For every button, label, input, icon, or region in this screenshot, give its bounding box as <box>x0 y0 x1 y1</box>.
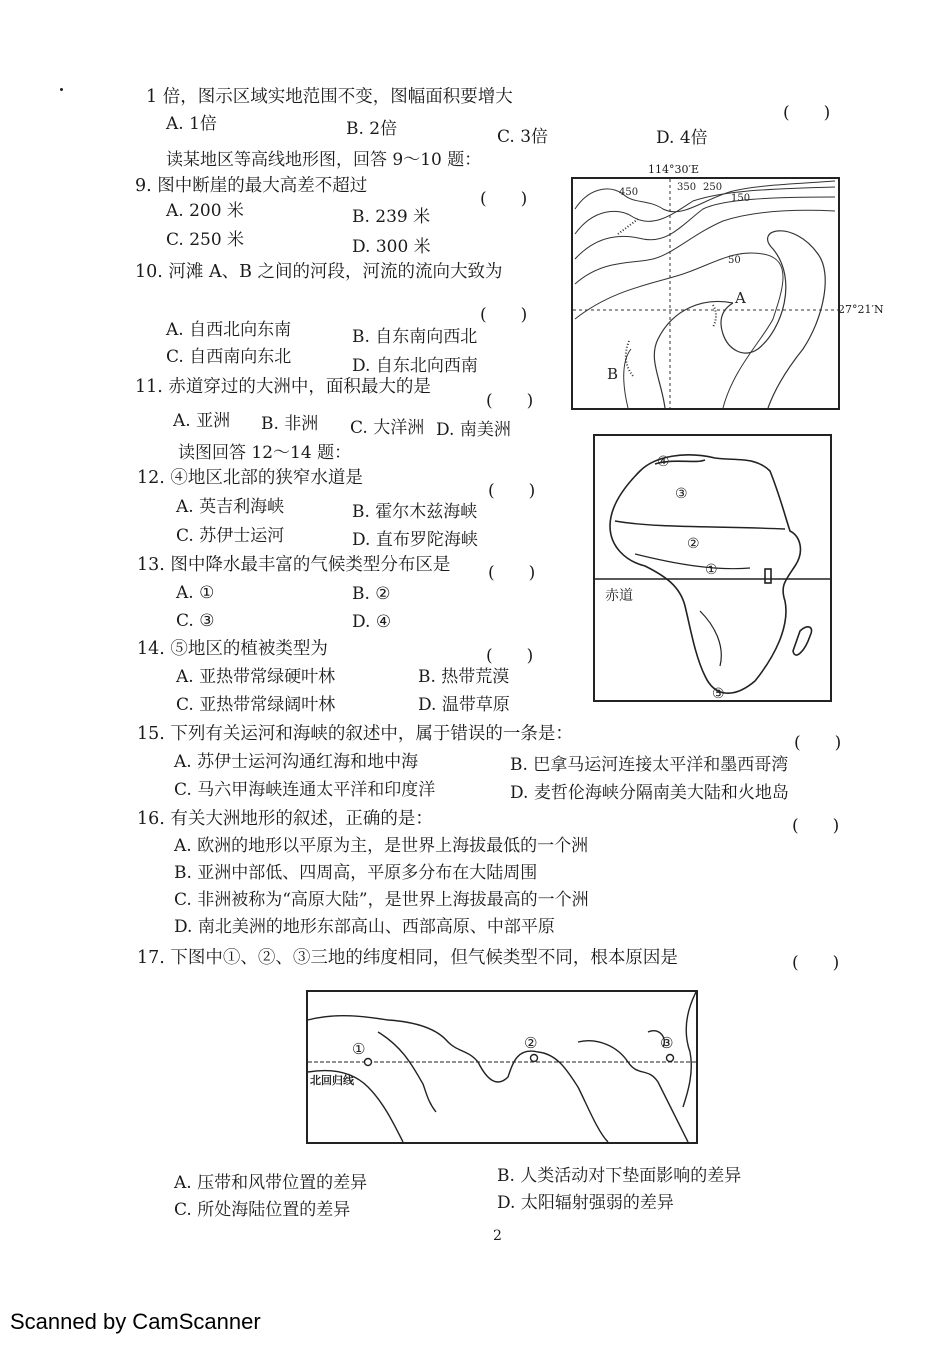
river-bank <box>624 349 631 408</box>
longitude-label: 114°30′E <box>648 163 700 176</box>
q16-stem: 16. 有关大洲地形的叙述，正确的是： <box>137 809 433 829</box>
q14-option-c: C. 亚热带常绿阔叶林 <box>176 695 336 715</box>
q10-option-a: A. 自西北向东南 <box>166 320 292 340</box>
q10-option-c: C. 自西南向东北 <box>166 347 292 367</box>
q13-option-a: A. ① <box>176 583 215 603</box>
q17-option-c: C. 所处海陆位置的差异 <box>174 1200 351 1220</box>
region-4: ④ <box>657 454 670 470</box>
q11-option-a: A. 亚洲 <box>173 411 231 431</box>
q12-option-c: C. 苏伊士运河 <box>176 526 285 546</box>
tropic-label: 北回归线 <box>310 1074 354 1087</box>
point-2-label: ② <box>524 1034 538 1052</box>
label-350: 350 <box>677 182 697 193</box>
region-1: ① <box>705 562 718 578</box>
q16-option-a: A. 欧洲的地形以平原为主，是世界上海拔最低的一个洲 <box>174 836 589 856</box>
q9-option-b: B. 239 米 <box>352 207 431 227</box>
q15-option-d: D. 麦哲伦海峡分隔南美大陆和火地岛 <box>510 783 789 803</box>
q9-stem: 9. 图中断崖的最大高差不超过 <box>135 176 368 196</box>
q10-stem: 10. 河滩 A、B 之间的河段，河流的流向大致为 <box>135 262 503 282</box>
q15-stem: 15. 下列有关运河和海峡的叙述中，属于错误的一条是： <box>137 724 573 744</box>
scan-speck <box>60 88 63 91</box>
q13-option-d: D. ④ <box>352 612 392 632</box>
region1-boundary <box>635 554 750 569</box>
q9-option-d: D. 300 米 <box>352 237 431 257</box>
point-3-label: ③ <box>660 1034 674 1052</box>
q15-option-a: A. 苏伊士运河沟通红海和地中海 <box>174 752 419 772</box>
q11-option-d: D. 南美洲 <box>436 420 511 440</box>
q10-option-b: B. 自东南向西北 <box>352 327 478 347</box>
region-5: ⑤ <box>712 686 725 700</box>
q14-paren: ( ) <box>486 646 534 666</box>
point-3-marker <box>667 1055 674 1062</box>
q10-paren: ( ) <box>480 305 528 325</box>
q17-paren: ( ) <box>792 953 840 973</box>
q9-option-c: C. 250 米 <box>166 230 245 250</box>
q11-stem: 11. 赤道穿过的大洲中，面积最大的是 <box>135 377 431 397</box>
q8-option-d: D. 4倍 <box>656 128 708 148</box>
q12-paren: ( ) <box>488 481 536 501</box>
region-2: ② <box>687 536 700 552</box>
coastline-far-east <box>683 992 696 1107</box>
point-2-marker <box>531 1055 538 1062</box>
africa-map <box>593 434 832 702</box>
floodplain-a <box>713 305 716 327</box>
asia-map <box>306 990 698 1144</box>
q13-stem: 13. 图中降水最丰富的气候类型分布区是 <box>137 555 451 575</box>
q16-option-c: C. 非洲被称为“高原大陆”，是世界上海拔最高的一个洲 <box>174 890 589 910</box>
q12-option-b: B. 霍尔木兹海峡 <box>352 502 478 522</box>
q15-option-b: B. 巴拿马运河连接太平洋和墨西哥湾 <box>510 755 789 775</box>
q8-option-a: A. 1倍 <box>166 114 217 134</box>
label-450: 450 <box>619 187 639 198</box>
intro-9-10: 读某地区等高线地形图，回答 9～10 题： <box>166 150 482 170</box>
latitude-label: 27°21′N <box>838 303 884 316</box>
q8-option-b: B. 2倍 <box>346 119 398 139</box>
q11-option-c: C. 大洋洲 <box>350 418 425 438</box>
q14-stem: 14. ⑤地区的植被类型为 <box>137 639 328 659</box>
q13-option-b: B. ② <box>352 584 391 604</box>
contour-50 <box>575 253 783 408</box>
page-number: 2 <box>493 1228 502 1244</box>
q16-option-d: D. 南北美洲的地形东部高山、西部高原、中部平原 <box>174 917 555 937</box>
q17-option-a: A. 压带和风带位置的差异 <box>174 1173 368 1193</box>
q16-paren: ( ) <box>792 816 840 836</box>
q17-option-b: B. 人类活动对下垫面影响的差异 <box>497 1166 742 1186</box>
q12-option-d: D. 直布罗陀海峡 <box>352 530 478 550</box>
q11-paren: ( ) <box>486 391 534 411</box>
contour-150 <box>575 210 835 284</box>
q9-paren: ( ) <box>480 189 528 209</box>
q16-option-b: B. 亚洲中部低、四周高，平原多分布在大陆周围 <box>174 863 538 883</box>
lake <box>765 569 771 583</box>
contour-250 <box>575 197 835 259</box>
region-3: ③ <box>675 486 688 502</box>
madagascar <box>793 627 812 655</box>
equator-label: 赤道 <box>605 588 633 604</box>
q10-option-d: D. 自东北向西南 <box>352 356 478 376</box>
q12-stem: 12. ④地区北部的狭窄水道是 <box>137 468 363 488</box>
cliff-mark <box>618 219 638 234</box>
point-1-label: ① <box>352 1040 366 1058</box>
label-150: 150 <box>731 193 751 204</box>
q14-option-a: A. 亚热带常绿硬叶林 <box>176 667 336 687</box>
intro-12-14: 读图回答 12～14 题： <box>178 443 352 463</box>
q9-option-a: A. 200 米 <box>166 201 244 221</box>
q13-option-c: C. ③ <box>176 611 215 631</box>
q8-option-c: C. 3倍 <box>497 127 549 147</box>
q12-option-a: A. 英吉利海峡 <box>176 497 285 517</box>
q13-paren: ( ) <box>488 563 536 583</box>
point-b-label: B <box>607 365 619 383</box>
q8-stem: 1 倍，图示区域实地范围不变，图幅面积要增大 <box>146 87 513 107</box>
label-250: 250 <box>703 182 723 193</box>
red-sea-coast <box>378 1032 436 1112</box>
point-1-marker <box>365 1059 372 1066</box>
q17-stem: 17. 下图中①、②、③三地的纬度相同，但气候类型不同，根本原因是 <box>137 948 678 968</box>
floodplain-b <box>626 341 633 376</box>
sahara-south-boundary <box>615 521 785 529</box>
inner-boundary <box>700 611 721 666</box>
q14-option-b: B. 热带荒漠 <box>418 667 510 687</box>
q15-option-c: C. 马六甲海峡连通太平洋和印度洋 <box>174 780 436 800</box>
point-a-label: A <box>735 289 746 307</box>
contour-map <box>571 177 840 410</box>
scanner-watermark: Scanned by CamScanner <box>10 1309 261 1334</box>
q17-option-d: D. 太阳辐射强弱的差异 <box>497 1193 674 1213</box>
label-50: 50 <box>728 255 741 266</box>
q15-paren: ( ) <box>794 733 842 753</box>
q8-paren: ( ) <box>783 103 831 123</box>
q11-option-b: B. 非洲 <box>261 414 319 434</box>
q14-option-d: D. 温带草原 <box>418 695 510 715</box>
